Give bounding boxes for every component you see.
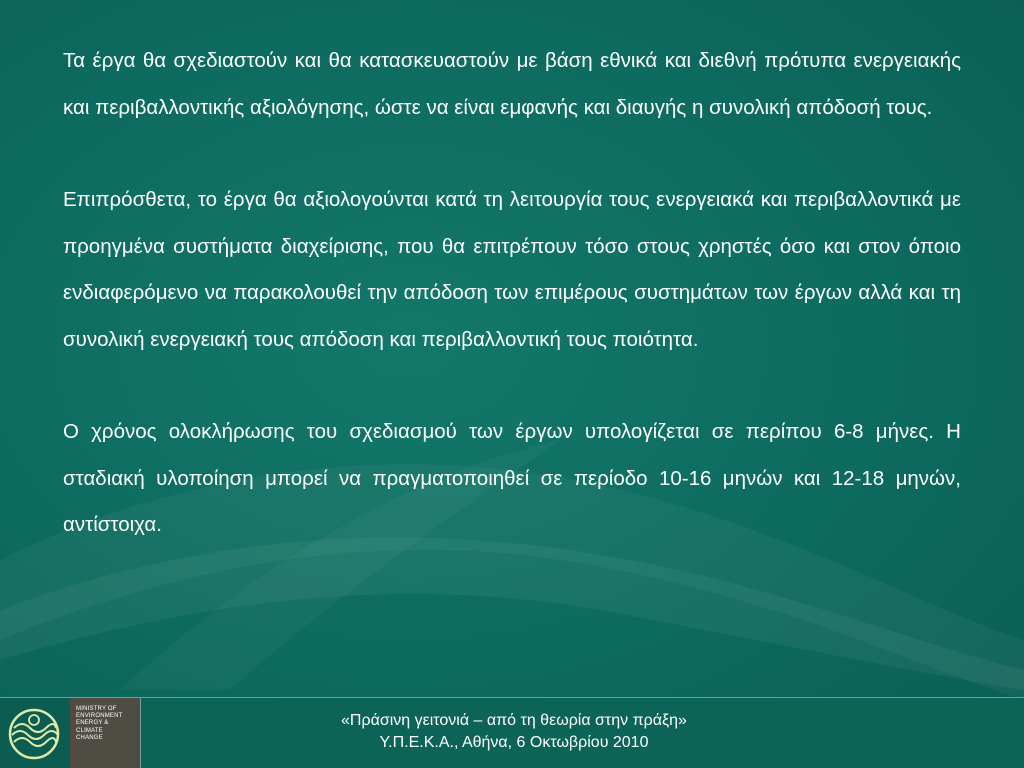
slide-body-text — [63, 38, 961, 549]
logo-line: MINISTRY OF — [76, 706, 117, 712]
logo-line: CHANGE — [76, 734, 103, 741]
footer-caption — [141, 710, 887, 754]
logo-line: ENVIRONMENT — [76, 713, 123, 720]
ministry-name-text — [76, 706, 140, 742]
logo-line: ENERGY & — [76, 720, 109, 727]
paragraph-energy-evaluation: Επιπρόσθετα, το έργα θα αξιολογούνται κατά τη λειτουργία τους ενεργειακά και περιβαλλοντικά με προηγμένα συστήματα διαχείρισης, που θα επιτρέπουν τόσο στους χρηστές όσο και στον όποιο ενδιαφερόμενο να παρακολουθεί την απόδοση των επιμέρους συστημάτων των έργων αλλά και τη συνολική ενεργειακή τους απόδοση και περιβαλλοντική τους ποιότητα. — [63, 188, 961, 351]
slide-footer — [0, 697, 1024, 768]
paragraph-timeline: Ο χρόνος ολοκλήρωσης του σχεδιασμού των έργων υπολογίζεται σε περίπου 6-8 μήνες. Η σταδιακή υλοποίηση μπορεί να πραγματοποιηθεί σε περίοδο 10-16 μηνών και 12-18 μηνών, αντίστοιχα. — [63, 420, 961, 536]
ministry-logo-wordmark — [70, 698, 141, 768]
paragraph-design-standards: Τα έργα θα σχεδιαστούν και θα κατασκευαστούν με βάση εθνικά και διεθνή πρότυπα ενεργειακής και περιβαλλοντικής αξιολόγησης, ώστε να είναι εμφανής και διαυγής η συνολική απόδοσή τους. — [63, 49, 961, 119]
footer-event-title: «Πράσινη γειτονιά – από τη θεωρία στην πράξη» — [341, 712, 687, 729]
logo-line: CLIMATE — [76, 727, 103, 734]
ministry-emblem-icon — [0, 698, 70, 768]
ministry-logo-emblem — [0, 698, 70, 768]
footer-event-details: Υ.Π.Ε.Κ.Α., Αθήνα, 6 Οκτωβρίου 2010 — [379, 734, 649, 751]
